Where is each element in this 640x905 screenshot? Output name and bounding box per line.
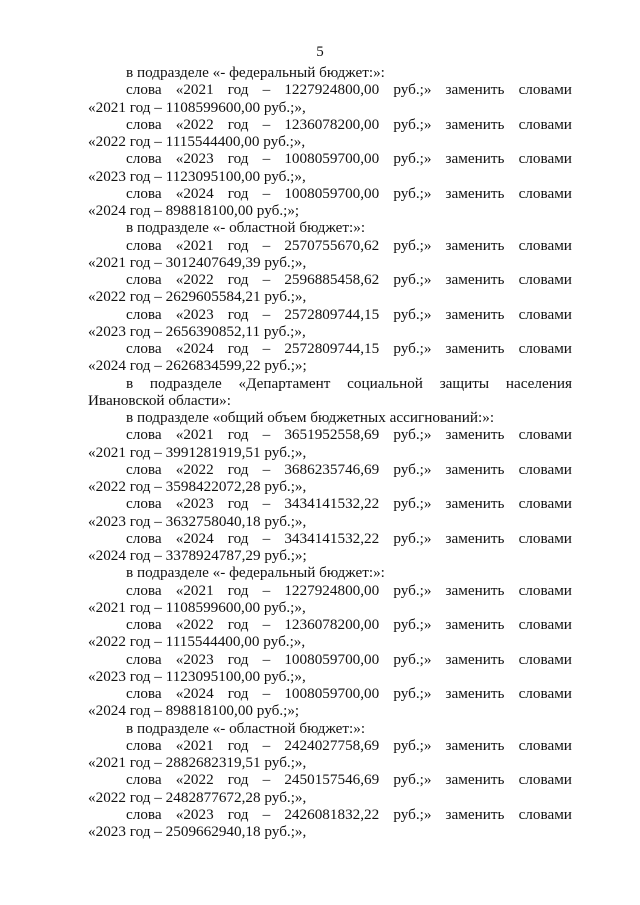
- word: –: [262, 305, 271, 323]
- word: слова: [126, 616, 162, 633]
- word: –: [262, 236, 271, 254]
- word: заменить: [445, 771, 505, 789]
- word: «2022: [175, 115, 214, 133]
- word: заменить: [445, 236, 505, 254]
- word: «2022: [175, 271, 214, 288]
- word: словами: [518, 115, 572, 133]
- document-body: [88, 64, 572, 840]
- word: заменить: [445, 115, 505, 133]
- justified-line: [88, 426, 572, 443]
- word: 3434141532,22: [284, 529, 380, 547]
- word: заменить: [445, 271, 505, 288]
- word: словами: [518, 685, 572, 702]
- word: слова: [126, 115, 162, 133]
- word: заменить: [445, 685, 505, 702]
- word: слова: [126, 305, 162, 323]
- word: год: [227, 650, 249, 668]
- word: руб.;»: [393, 529, 432, 547]
- word: руб.;»: [393, 771, 432, 789]
- word: руб.;»: [393, 115, 432, 133]
- word: 1236078200,00: [284, 115, 380, 133]
- justified-line: [88, 237, 572, 254]
- word: слова: [126, 529, 162, 547]
- justified-line: [88, 150, 572, 167]
- text-line: «2021 год – 1108599600,00 руб.;»,: [88, 598, 306, 616]
- justified-line: [88, 806, 572, 823]
- word: слова: [126, 340, 162, 357]
- word: «Департамент: [238, 374, 331, 392]
- word: год: [227, 495, 249, 513]
- word: руб.;»: [393, 150, 432, 168]
- word: слова: [126, 236, 162, 254]
- word: год: [227, 736, 249, 754]
- word: заменить: [445, 805, 505, 823]
- text-line: «2023 год – 3632758040,18 руб.;»,: [88, 512, 307, 530]
- word: слова: [126, 495, 162, 513]
- word: заменить: [445, 426, 505, 444]
- word: руб.;»: [393, 736, 432, 754]
- word: руб.;»: [393, 805, 432, 823]
- word: 1227924800,00: [284, 81, 380, 99]
- word: год: [227, 805, 249, 823]
- word: 2424027758,69: [284, 736, 380, 754]
- word: 3434141532,22: [284, 495, 380, 513]
- justified-line: [88, 116, 572, 133]
- text-line: «2024 год – 898818100,00 руб.;»;: [88, 202, 300, 219]
- text-line: «2022 год – 2629605584,21 руб.;»,: [88, 288, 307, 306]
- word: «2023: [175, 650, 214, 668]
- text-line: «2021 год – 2882682319,51 руб.;»,: [88, 754, 307, 771]
- word: год: [227, 340, 249, 357]
- word: руб.;»: [393, 650, 432, 668]
- word: –: [262, 581, 271, 599]
- word: 1008059700,00: [284, 685, 380, 702]
- word: –: [262, 271, 271, 288]
- justified-line: [88, 185, 572, 202]
- word: год: [227, 581, 249, 599]
- word: слова: [126, 650, 162, 668]
- word: 1236078200,00: [284, 616, 380, 633]
- word: заменить: [445, 736, 505, 754]
- indented-line: в подразделе «- федеральный бюджет:»:: [126, 564, 385, 582]
- word: год: [227, 81, 249, 99]
- word: 2426081832,22: [284, 805, 380, 823]
- indented-line: в подразделе «- областной бюджет:»:: [126, 719, 366, 737]
- word: «2024: [175, 685, 214, 702]
- word: заменить: [445, 81, 505, 99]
- word: руб.;»: [393, 616, 432, 633]
- word: –: [262, 460, 271, 478]
- justified-line: [88, 340, 572, 357]
- word: словами: [518, 305, 572, 323]
- word: слова: [126, 736, 162, 754]
- word: –: [262, 736, 271, 754]
- word: 3651952558,69: [284, 426, 380, 444]
- text-line: «2021 год – 1108599600,00 руб.;»,: [88, 98, 306, 116]
- word: словами: [518, 426, 572, 444]
- word: заменить: [445, 340, 505, 357]
- word: год: [227, 305, 249, 323]
- word: слова: [126, 581, 162, 599]
- word: год: [227, 460, 249, 478]
- word: «2023: [175, 305, 214, 323]
- word: год: [227, 150, 249, 168]
- word: 2570755670,62: [284, 236, 380, 254]
- justified-line: [88, 582, 572, 599]
- word: заменить: [445, 650, 505, 668]
- word: «2023: [175, 495, 214, 513]
- word: 1008059700,00: [284, 150, 380, 168]
- word: словами: [518, 616, 572, 633]
- word: словами: [518, 581, 572, 599]
- word: год: [227, 685, 249, 702]
- word: год: [227, 771, 249, 789]
- word: руб.;»: [393, 426, 432, 444]
- word: –: [262, 529, 271, 547]
- word: слова: [126, 460, 162, 478]
- word: заменить: [445, 616, 505, 633]
- word: руб.;»: [393, 184, 432, 202]
- word: «2021: [175, 426, 214, 444]
- text-line: «2024 год – 3378924787,29 руб.;»;: [88, 547, 307, 564]
- text-line: «2023 год – 1123095100,00 руб.;»,: [88, 667, 306, 685]
- text-line: «2023 год – 2509662940,18 руб.;»,: [88, 823, 307, 840]
- indented-line: в подразделе «- областной бюджет:»:: [126, 219, 366, 237]
- word: «2021: [175, 81, 214, 99]
- word: год: [227, 271, 249, 288]
- word: слова: [126, 685, 162, 702]
- text-line: «2023 год – 1123095100,00 руб.;»,: [88, 167, 306, 185]
- justified-line: [88, 530, 572, 547]
- word: 1008059700,00: [284, 184, 380, 202]
- word: руб.;»: [393, 340, 432, 357]
- word: –: [262, 150, 271, 168]
- word: слова: [126, 805, 162, 823]
- word: –: [262, 805, 271, 823]
- word: –: [262, 495, 271, 513]
- word: словами: [518, 495, 572, 513]
- word: словами: [518, 650, 572, 668]
- justified-line: [88, 81, 572, 98]
- word: год: [227, 236, 249, 254]
- justified-line: [88, 616, 572, 633]
- word: год: [227, 426, 249, 444]
- word: –: [262, 771, 271, 789]
- justified-line: [88, 771, 572, 788]
- word: «2021: [175, 236, 214, 254]
- word: год: [227, 184, 249, 202]
- indented-line: в подразделе «общий объем бюджетных ассигнований:»:: [126, 409, 495, 426]
- text-line: Ивановской области»:: [88, 391, 231, 409]
- word: словами: [518, 184, 572, 202]
- word: –: [262, 115, 271, 133]
- indented-line: в подразделе «- федеральный бюджет:»:: [126, 64, 385, 81]
- word: руб.;»: [393, 271, 432, 288]
- word: слова: [126, 150, 162, 168]
- word: руб.;»: [393, 81, 432, 99]
- word: 1227924800,00: [284, 581, 380, 599]
- justified-line: [88, 685, 572, 702]
- word: заменить: [445, 529, 505, 547]
- justified-line: [88, 271, 572, 288]
- word: –: [262, 81, 271, 99]
- justified-line: [88, 651, 572, 668]
- justified-line: [88, 461, 572, 478]
- word: защиты: [439, 374, 490, 392]
- word: словами: [518, 805, 572, 823]
- word: год: [227, 529, 249, 547]
- word: заменить: [445, 150, 505, 168]
- word: словами: [518, 236, 572, 254]
- word: «2024: [175, 340, 214, 357]
- page-number: 5: [316, 44, 324, 60]
- text-line: «2024 год – 2626834599,22 руб.;»;: [88, 357, 307, 375]
- word: словами: [518, 736, 572, 754]
- word: «2023: [175, 150, 214, 168]
- word: –: [262, 426, 271, 444]
- word: –: [262, 650, 271, 668]
- word: «2022: [175, 771, 214, 789]
- text-line: «2023 год – 2656390852,11 руб.;»,: [88, 322, 306, 340]
- text-line: «2021 год – 3012407649,39 руб.;»,: [88, 253, 307, 271]
- text-line: «2021 год – 3991281919,51 руб.;»,: [88, 443, 307, 461]
- word: заменить: [445, 460, 505, 478]
- word: 1008059700,00: [284, 650, 380, 668]
- word: «2022: [175, 460, 214, 478]
- word: в: [126, 374, 134, 392]
- word: «2022: [175, 616, 214, 633]
- word: подразделе: [149, 374, 222, 392]
- word: слова: [126, 81, 162, 99]
- word: руб.;»: [393, 685, 432, 702]
- word: словами: [518, 340, 572, 357]
- word: населения: [505, 374, 572, 392]
- word: «2024: [175, 184, 214, 202]
- justified-line: [88, 306, 572, 323]
- word: заменить: [445, 581, 505, 599]
- word: словами: [518, 271, 572, 288]
- word: год: [227, 616, 249, 633]
- word: руб.;»: [393, 236, 432, 254]
- word: «2023: [175, 805, 214, 823]
- word: –: [262, 616, 271, 633]
- word: руб.;»: [393, 581, 432, 599]
- word: заменить: [445, 184, 505, 202]
- word: «2024: [175, 529, 214, 547]
- word: слова: [126, 771, 162, 789]
- text-line: «2022 год – 2482877672,28 руб.;»,: [88, 788, 307, 806]
- word: словами: [518, 460, 572, 478]
- word: год: [227, 115, 249, 133]
- text-line: «2022 год – 3598422072,28 руб.;»,: [88, 478, 307, 495]
- word: слова: [126, 184, 162, 202]
- word: социальной: [347, 374, 423, 392]
- word: словами: [518, 771, 572, 789]
- word: слова: [126, 426, 162, 444]
- word: 2572809744,15: [284, 340, 380, 357]
- word: 2450157546,69: [284, 771, 380, 789]
- word: руб.;»: [393, 305, 432, 323]
- word: руб.;»: [393, 495, 432, 513]
- justified-line: [88, 375, 572, 392]
- word: «2021: [175, 581, 214, 599]
- text-line: «2024 год – 898818100,00 руб.;»;: [88, 702, 300, 720]
- justified-line: [88, 737, 572, 754]
- word: словами: [518, 150, 572, 168]
- word: руб.;»: [393, 460, 432, 478]
- word: словами: [518, 529, 572, 547]
- word: 3686235746,69: [284, 460, 380, 478]
- word: –: [262, 685, 271, 702]
- word: –: [262, 184, 271, 202]
- word: 2572809744,15: [284, 305, 380, 323]
- word: словами: [518, 81, 572, 99]
- word: заменить: [445, 305, 505, 323]
- word: «2021: [175, 736, 214, 754]
- text-line: «2022 год – 1115544400,00 руб.;»,: [88, 633, 306, 651]
- word: слова: [126, 271, 162, 288]
- justified-line: [88, 495, 572, 512]
- word: 2596885458,62: [284, 271, 380, 288]
- word: заменить: [445, 495, 505, 513]
- word: –: [262, 340, 271, 357]
- text-line: «2022 год – 1115544400,00 руб.;»,: [88, 133, 306, 150]
